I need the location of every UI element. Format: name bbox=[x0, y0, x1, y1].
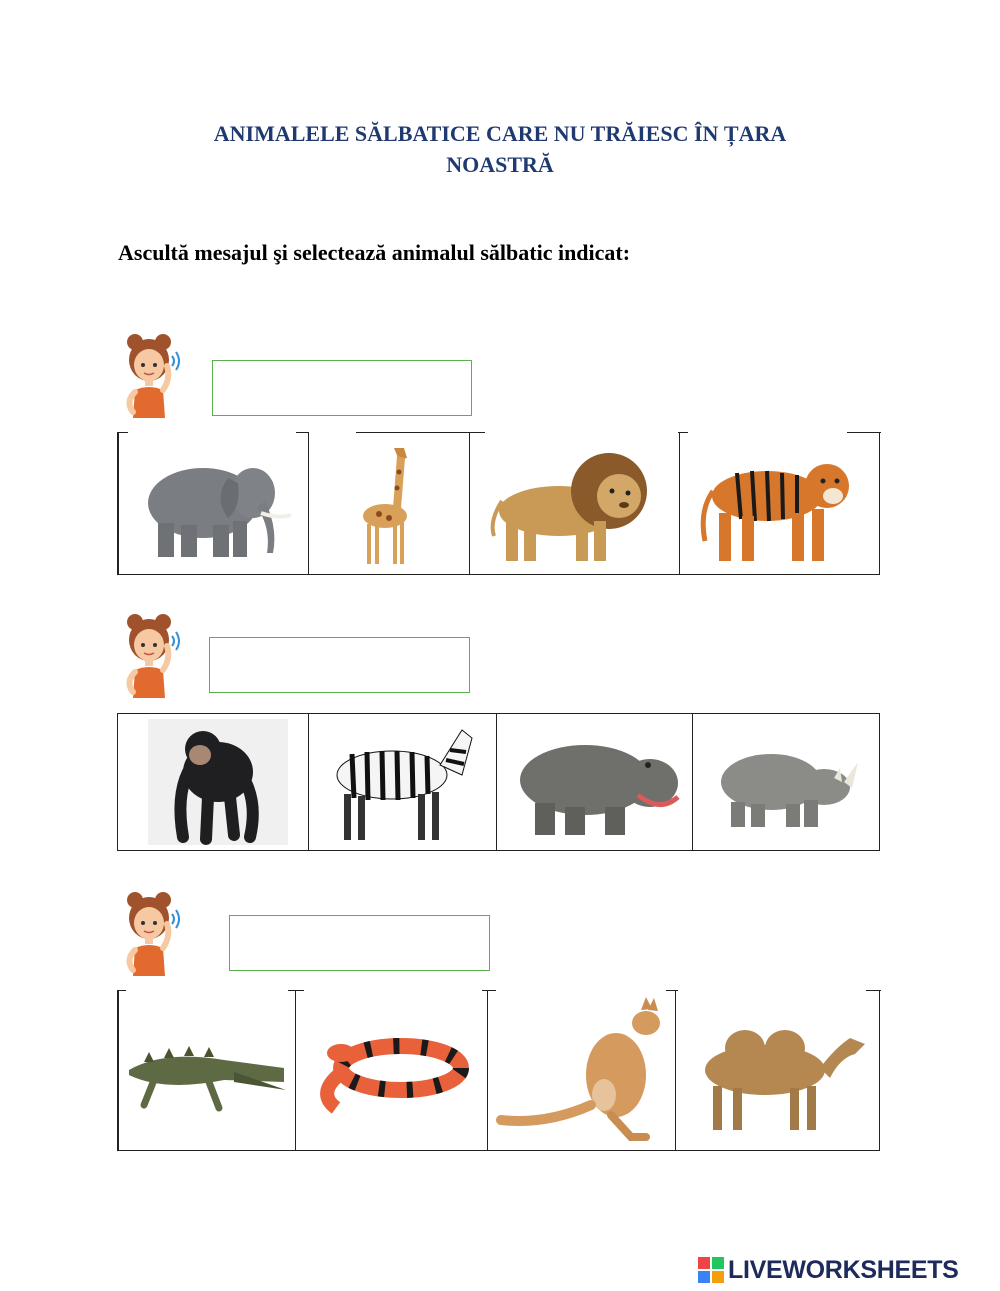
title-line-2: NOASTRĂ bbox=[446, 152, 554, 177]
animal-option-hippopotamus[interactable] bbox=[496, 714, 692, 850]
snake-icon bbox=[306, 1023, 476, 1118]
answer-box-1[interactable] bbox=[212, 360, 472, 416]
animal-row-3 bbox=[117, 990, 880, 1151]
speaker-icon bbox=[172, 910, 179, 928]
chimpanzee-icon bbox=[138, 717, 288, 847]
zebra-icon bbox=[322, 720, 482, 845]
animal-option-chimpanzee[interactable] bbox=[118, 714, 308, 850]
animal-option-rhinoceros[interactable] bbox=[692, 714, 879, 850]
liveworksheets-logo-icon bbox=[698, 1257, 724, 1283]
animal-option-kangaroo[interactable] bbox=[487, 990, 675, 1150]
speaker-icon bbox=[172, 632, 179, 650]
camel-icon bbox=[685, 1008, 870, 1133]
animal-option-lion[interactable] bbox=[469, 432, 678, 574]
liveworksheets-logo[interactable] bbox=[698, 1257, 959, 1283]
animal-option-elephant[interactable] bbox=[118, 432, 308, 574]
page-title bbox=[100, 118, 900, 180]
animal-option-crocodile[interactable] bbox=[118, 990, 295, 1150]
lion-icon bbox=[484, 441, 664, 566]
answer-box-3[interactable] bbox=[229, 915, 490, 971]
hippopotamus-icon bbox=[510, 725, 680, 840]
kangaroo-icon bbox=[496, 995, 666, 1145]
instruction-text: Ascultă mesajul şi selectează animalul sălbatic indicat: bbox=[118, 240, 631, 265]
crocodile-icon bbox=[124, 1020, 289, 1120]
animal-option-tiger[interactable] bbox=[679, 432, 879, 574]
animal-row-1 bbox=[117, 432, 880, 575]
animal-option-camel[interactable] bbox=[675, 990, 879, 1150]
title-line-1: ANIMALELE SĂLBATICE CARE NU TRĂIESC ÎN ȚARA bbox=[213, 121, 787, 146]
tiger-icon bbox=[697, 441, 862, 566]
animal-option-zebra[interactable] bbox=[308, 714, 497, 850]
giraffe-icon bbox=[349, 438, 429, 568]
rhinoceros-icon bbox=[706, 732, 866, 832]
animal-option-snake[interactable] bbox=[295, 990, 488, 1150]
animal-option-giraffe[interactable] bbox=[308, 432, 470, 574]
listening-girl-icon[interactable] bbox=[115, 888, 185, 976]
listening-girl-icon[interactable] bbox=[115, 330, 185, 418]
logo-text: LIVEWORKSHEETS bbox=[728, 1255, 959, 1284]
answer-box-2[interactable] bbox=[209, 637, 470, 693]
speaker-icon bbox=[172, 352, 179, 370]
animal-row-2 bbox=[117, 713, 880, 851]
elephant-icon bbox=[133, 443, 293, 563]
listening-girl-icon[interactable] bbox=[115, 610, 185, 698]
